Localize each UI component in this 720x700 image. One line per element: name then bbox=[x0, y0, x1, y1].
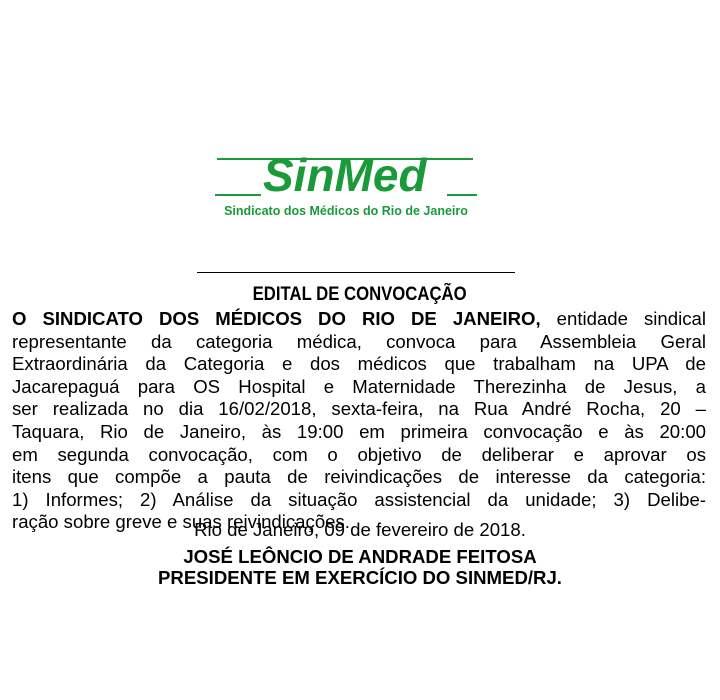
body-line: em segunda convocação, com o objetivo de deliberar e aprovar os bbox=[12, 443, 706, 465]
logo-wordmark: SinMed bbox=[263, 149, 427, 201]
logo-left-line bbox=[215, 194, 261, 196]
document-date: Rio de Janeiro, 09 de fevereiro de 2018. bbox=[194, 519, 526, 540]
title-rule bbox=[197, 272, 515, 273]
body-line: Taquara, Rio de Janeiro, às 19:00 em primeira convocação e às 20:00 bbox=[12, 420, 706, 442]
body-lead: O SINDICATO DOS MÉDICOS DO RIO DE JANEIRO, bbox=[12, 308, 541, 329]
signer-role: PRESIDENTE EM EXERCÍCIO DO SINMED/RJ. bbox=[158, 567, 562, 588]
logo-subtitle: Sindicato dos Médicos do Rio de Janeiro bbox=[224, 204, 468, 218]
logo-right-line bbox=[447, 194, 477, 196]
body-line: 1) Informes; 2) Análise da situação assistencial da unidade; 3) Delibe- bbox=[12, 488, 706, 510]
sinmed-logo bbox=[215, 150, 477, 230]
body-line: representante da categoria médica, convoca para Assembleia Geral bbox=[12, 330, 706, 352]
body-line: ração sobre greve e suas reivindicações. bbox=[12, 511, 350, 533]
body-line: Extraordinária da Categoria e dos médicos que trabalham na UPA de bbox=[12, 353, 706, 375]
signer-name: JOSÉ LEÔNCIO DE ANDRADE FEITOSA bbox=[183, 546, 537, 567]
body-line bbox=[12, 308, 706, 331]
body-line-text: entidade sindical bbox=[556, 308, 706, 329]
body-line: Jacarepaguá para OS Hospital e Maternidade Therezinha de Jesus, a bbox=[12, 375, 706, 397]
body-line: itens que compõe a pauta de reivindicações de interesse da categoria: bbox=[12, 466, 706, 488]
body-line: ser realizada no dia 16/02/2018, sexta-feira, na Rua André Rocha, 20 – bbox=[12, 398, 706, 420]
document-title: EDITAL DE CONVOCAÇÃO bbox=[252, 284, 467, 305]
document-body bbox=[12, 308, 706, 534]
